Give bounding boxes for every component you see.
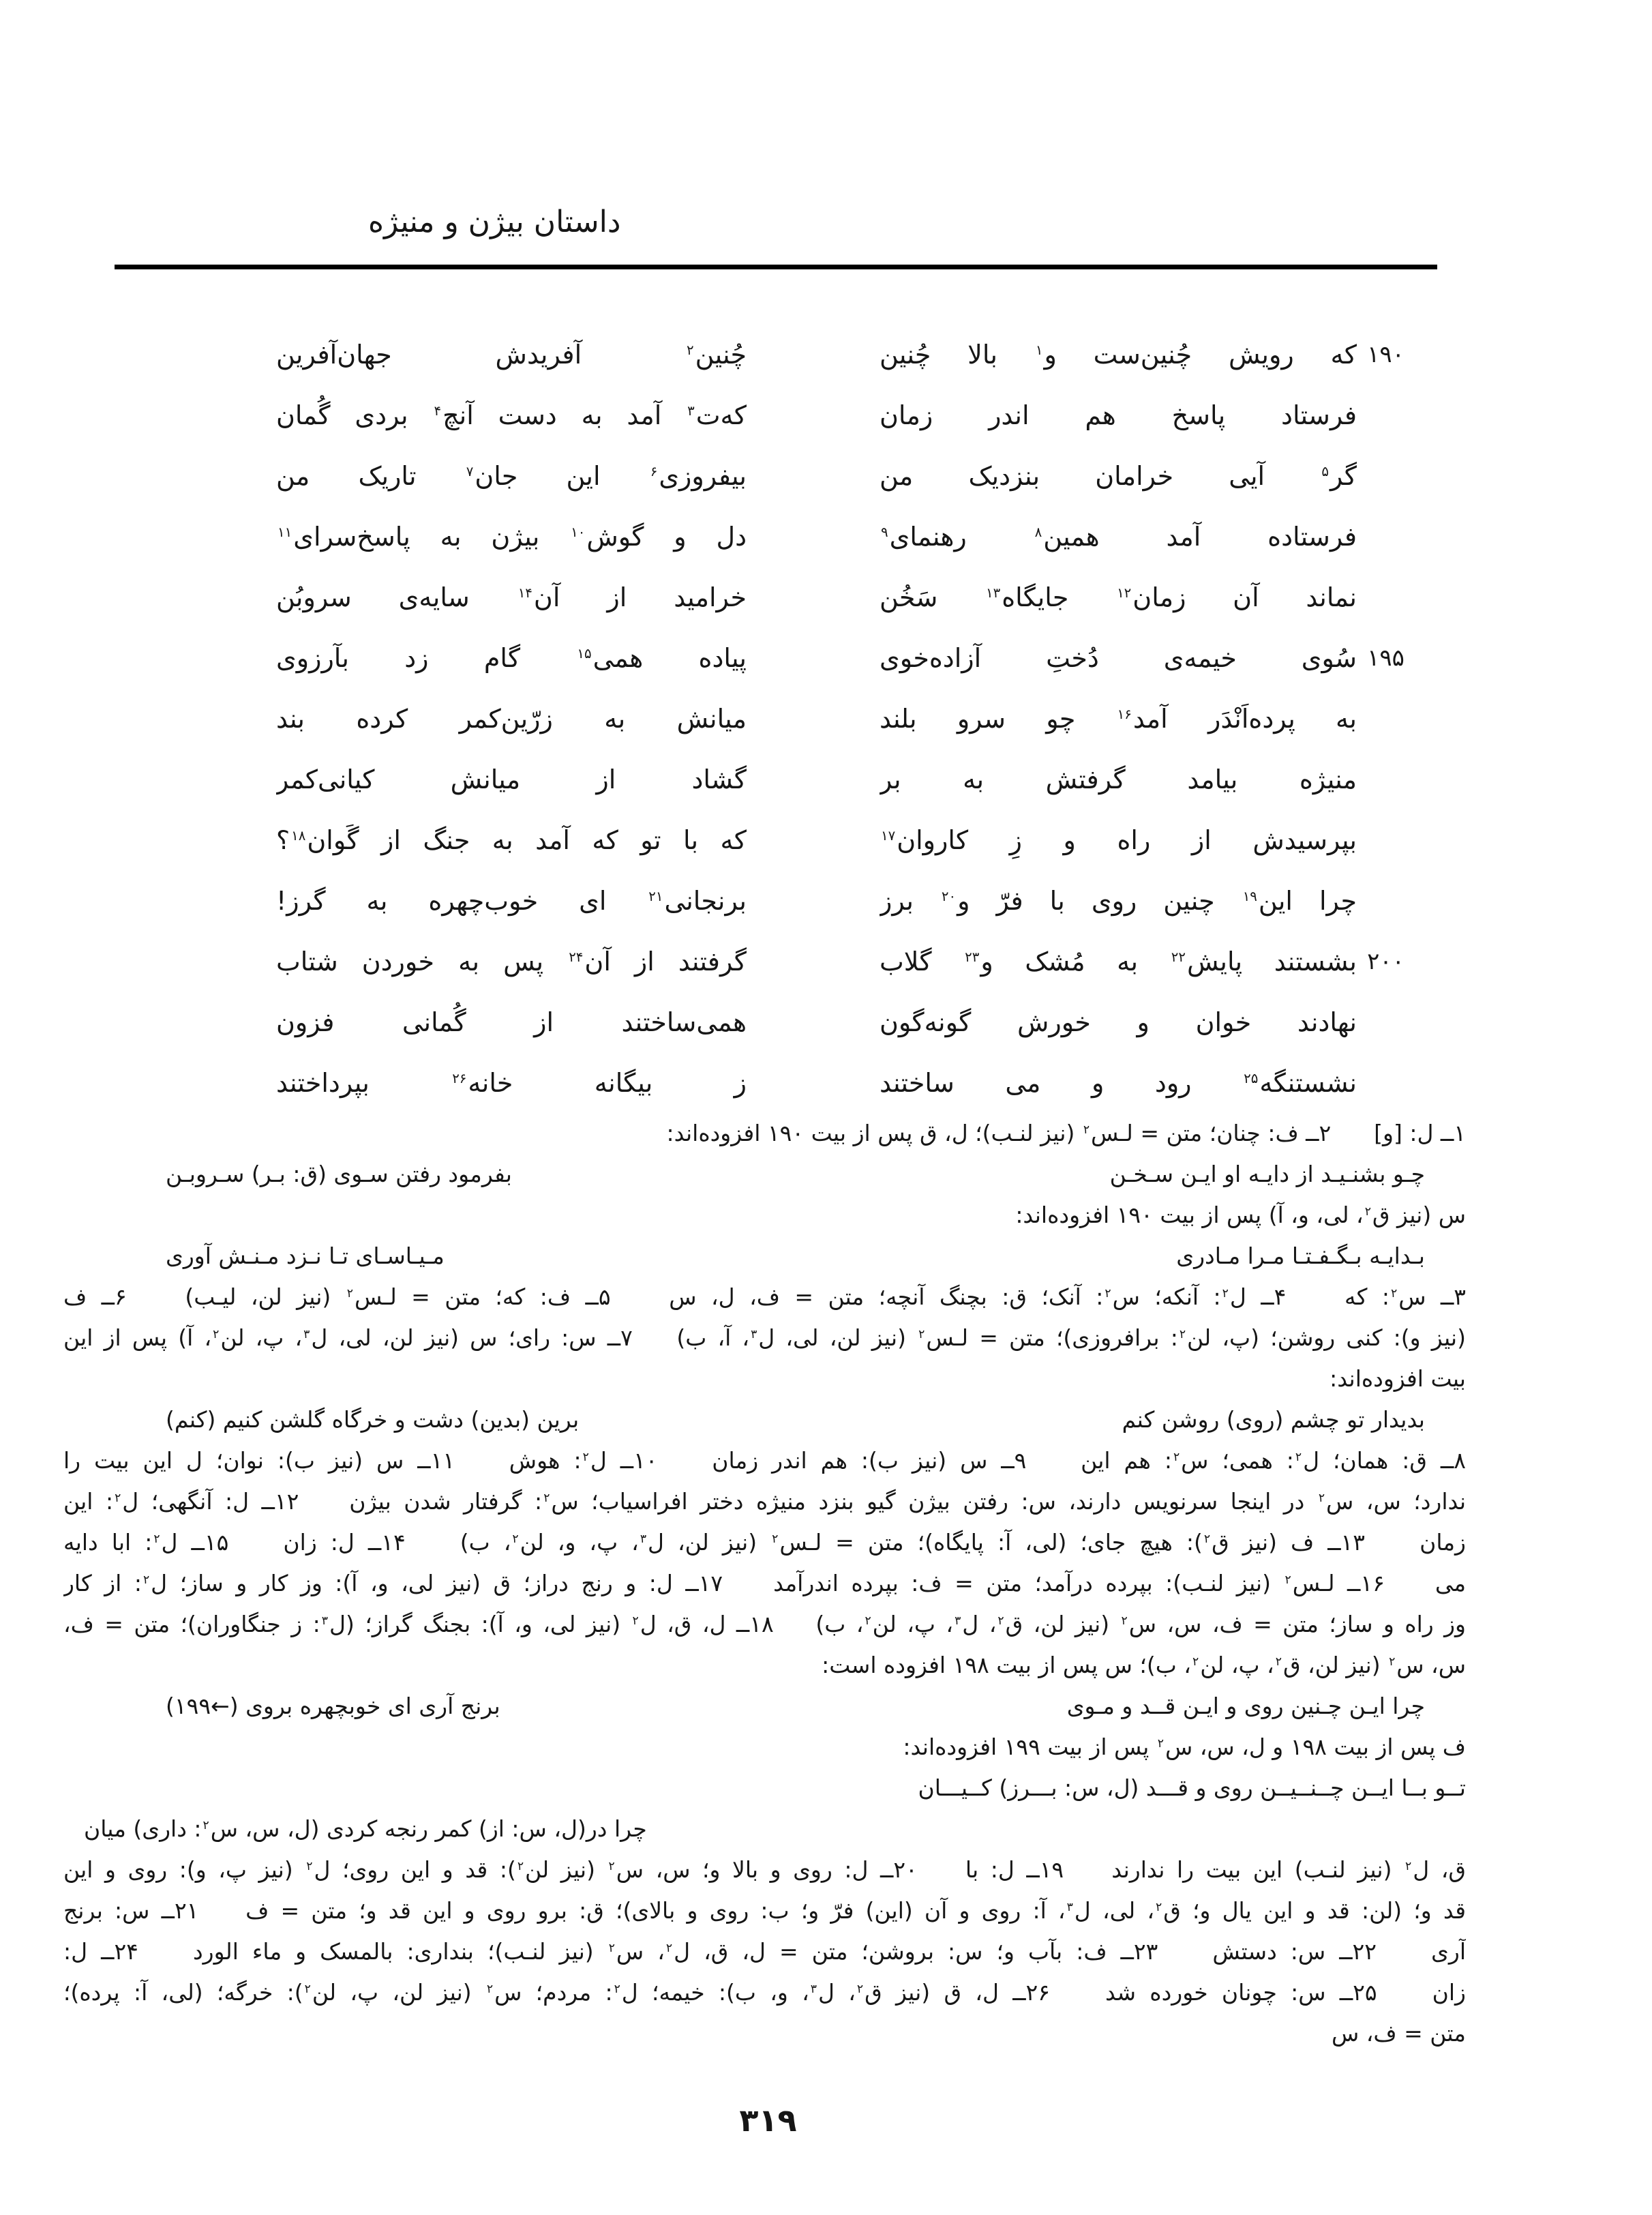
verse-row	[276, 385, 1415, 446]
verse-number	[1357, 689, 1415, 749]
apparatus-note-line: زان ۲۵ــ س: چونان خورده شد ۲۶ــ ل، ق (نیز ق$^۲$، ل$^۳$، و، ب): خیمه؛ ل$^۲$: مردم؛ س$^۲$ (نیز لن، پ، لن$^۲$): خرگه؛ (لی، آ: پرده)؛	[63, 1979, 1466, 2006]
footnote-ref: ۲	[1389, 1654, 1396, 1669]
verse-number: ۱۹۵	[1367, 644, 1405, 672]
footnote-ref: ۳	[321, 1614, 328, 1628]
footnote-ref: ۳	[687, 403, 695, 419]
hemistich-first: گر$^۵$ آیی خرامان بنزدیک من	[880, 461, 1357, 491]
verse-number	[1357, 446, 1415, 507]
hemistich-second: دل و گوش$^{۱۰}$ بیژن به پاسخ‌سرای$^{۱۱}$	[277, 522, 747, 552]
inset-hemistich-first: بـدایـه بـگـفـتـا مـرا مـادری	[1176, 1243, 1425, 1269]
footnote-ref: ۲	[865, 1614, 871, 1628]
hemistich-second: گشاد از میانش کیانی‌کمر	[276, 764, 747, 794]
footnote-ref: ۳	[810, 1982, 817, 1996]
footnote-ref: ۲	[543, 1491, 550, 1505]
footnote-ref: ۲	[687, 342, 694, 359]
verse-row	[276, 749, 1415, 810]
verse-number	[1357, 992, 1415, 1053]
apparatus-note-line: (نیز و): کنی روشن؛ (پ، لن$^۲$: برافروزی)؛ متن = لـس$^۲$ (نیز لن، لی، ل$^۳$، آ، ب) ۷ــ س: رای؛ س (نیز لن، لی، ل$^۳$، پ، لن$^۲$، آ) پس از این	[63, 1324, 1466, 1351]
footnote-ref: ۸	[1034, 524, 1042, 541]
verse-row	[276, 992, 1415, 1053]
footnote-ref: ۱۰	[571, 524, 586, 541]
apparatus-note-line: ۳ــ س$^۲$: که ۴ــ ل$^۲$: آنکه؛ س$^۲$: آنک؛ ق: بچنگ آنچه؛ متن = ف، ل، س ۵ــ ف: که؛ متن = لـس$^۲$ (نیز لن، لیـب) ۶ــ ف	[63, 1283, 1466, 1310]
verse-number	[1357, 871, 1415, 932]
apparatus-note-line: آری ۲۲ــ س: دستش ۲۳ــ ف: بآب و؛ س: بروشن؛ متن = ل، ق، ل$^۲$، س$^۲$ (نیز لنـب)؛ بنداری: بالمسک و ماء الورد ۲۴ــ ل:	[63, 1938, 1466, 1965]
verse-number: ۱۹۰	[1367, 341, 1405, 368]
apparatus-note-line: وز راه و ساز؛ متن = ف، س، س$^۲$ (نیز لن، ق$^۲$، ل$^۳$، پ، لن$^۲$، ب) ۱۸ــ ل، ق، ل$^۲$ (نیز لی، و، آ): بجنگ گراز؛ (ل$^۳$: ز جنگاوران)؛ متن = ف،	[63, 1611, 1466, 1637]
apparatus-inset-verse	[63, 1399, 1466, 1440]
apparatus-note-line: می ۱۶ــ لـس$^۲$ (نیز لنـب): بپرده درآمد؛ متن = ف: بپرده اندرآمد ۱۷ــ ل: و رنج دراز؛ ق (نیز لی، و، آ): وز کار و ساز؛ ل$^۲$: از کار	[63, 1570, 1466, 1596]
footnote-ref: ۲۴	[569, 949, 584, 966]
verse-number	[1357, 385, 1415, 446]
apparatus-note-line: ندارد؛ س، س$^۲$ در اینجا سرنویس دارند، س: رفتن بیژن گیو بنزد منیژه دختر افراسیاب؛ س$^۲$: گرفتار شدن بیژن ۱۲ــ ل: آنگهی؛ ل$^۲$: این	[63, 1488, 1466, 1515]
footnote-ref: ۱۸	[291, 828, 306, 844]
footnote-ref: ۲	[1121, 1614, 1128, 1628]
running-title: داستان بیژن و منیژه	[368, 205, 621, 239]
hemistich-second: همی‌ساختند از گُمانی فزون	[276, 1007, 747, 1037]
hemistich-first: سُوی خیمه‌ی دُختِ آزاده‌خوی	[880, 643, 1357, 673]
verse-row	[276, 689, 1415, 749]
footnote-ref: ۱۵	[577, 646, 592, 662]
apparatus-inset-verse	[63, 1154, 1466, 1195]
verse-row	[276, 446, 1415, 507]
verse-row	[276, 325, 1415, 385]
inset-hemistich-second: برین (بدین) دشت و خرگاه گلشن کنیم (کنم)	[166, 1406, 580, 1433]
inset-hemistich-first: چرا ایـن چـنین روی و ایـن قــد و مـوی	[1066, 1693, 1425, 1719]
apparatus-section	[63, 1113, 1466, 2054]
footnote-ref: ۲	[1083, 1123, 1090, 1137]
hemistich-first: منیژه بیامد گرفتش به بر	[880, 764, 1357, 794]
footnote-ref: ۲	[918, 1327, 925, 1341]
hemistich-first: نشستنگه$^{۲۵}$ رود و می ساختند	[880, 1068, 1357, 1098]
footnote-ref: ۲	[997, 1614, 1004, 1628]
hemistich-first: به پرده‌اَنْدَر آمد$^{۱۶}$ چو سرو بلند	[880, 704, 1357, 734]
footnote-ref: ۲	[1203, 1532, 1211, 1546]
footnote-ref: ۲	[1275, 1654, 1282, 1669]
apparatus-inset-verse-line: تــو بــا ایــن چــنــیــن روی و قـــد (ل، س: بـــرز) کــیـــان	[918, 1774, 1466, 1801]
hemistich-first: بشستند پایش$^{۲۲}$ به مُشک و$^{۲۳}$ گلاب	[880, 947, 1357, 977]
footnote-ref: ۲	[213, 1327, 220, 1341]
footnote-ref: ۲	[1157, 1736, 1164, 1751]
footnote-ref: ۲	[517, 1859, 524, 1873]
footnote-ref: ۹	[881, 524, 888, 541]
footnote-ref: ۲	[1179, 1327, 1186, 1341]
hemistich-second: ز بیگانه خانه$^{۲۶}$ بپرداختند	[276, 1068, 747, 1098]
footnote-ref: ۲	[772, 1532, 779, 1546]
footnote-ref: ۲	[1173, 1450, 1180, 1464]
hemistich-second: گرفتند از آن$^{۲۴}$ پس به خوردن شتاب	[276, 947, 747, 977]
verse-number	[1357, 810, 1415, 871]
apparatus-inset-verse-line: چرا در(ل، س: از) کمر رنجه کردی (ل، س، س$^۲$: داری) میان	[84, 1815, 647, 1842]
footnote-ref: ۲	[1105, 1286, 1111, 1300]
hemistich-first: فرستاده آمد همین$^۸$ رهنمای$^۹$	[881, 522, 1357, 552]
inset-hemistich-second: مـیـاسـای تـا نـزد مـنـش آوری	[166, 1243, 445, 1269]
inset-hemistich-first: بدیدار تو چشم (روی) روشن کنم	[1122, 1406, 1425, 1433]
apparatus-note-line: ف پس از بیت ۱۹۸ و ل، س، س$^۲$ پس از بیت ۱۹۹ افزوده‌اند:	[903, 1734, 1466, 1760]
footnote-ref: ۲	[1391, 1286, 1398, 1300]
footnote-ref: ۲	[582, 1450, 589, 1464]
hemistich-first: بپرسیدش از راه و زِ کاروان$^{۱۷}$	[881, 825, 1357, 855]
footnote-ref: ۱	[1035, 342, 1043, 359]
verse-row	[276, 871, 1415, 932]
apparatus-note-line: س (نیز ق$^۲$، لی، و، آ) پس از بیت ۱۹۰ افزوده‌اند:	[1015, 1202, 1466, 1228]
apparatus-note-line: ۱ــ ل: [و] ۲ــ ف: چنان؛ متن = لـس$^۲$ (نیز لنـب)؛ ل، ق پس از بیت ۱۹۰ افزوده‌اند:	[666, 1120, 1466, 1146]
footnote-ref: ۲	[632, 1614, 639, 1628]
verse-number	[1357, 1053, 1415, 1114]
footnote-ref: ۲۳	[965, 949, 980, 966]
footnote-ref: ۲	[608, 1859, 615, 1873]
footnote-ref: ۲	[856, 1982, 864, 1996]
footnote-ref: ۱۲	[1117, 585, 1132, 601]
footnote-ref: ۲	[1155, 1900, 1162, 1914]
verse-number	[1357, 749, 1415, 810]
footnote-ref: ۲	[142, 1573, 150, 1587]
hemistich-first: نهادند خوان و خورش گونه‌گون	[880, 1007, 1357, 1037]
footnote-ref: ۳	[751, 1327, 757, 1341]
footnote-ref: ۲۶	[452, 1071, 467, 1087]
verse-number	[1357, 567, 1415, 628]
footnote-ref: ۲	[512, 1532, 519, 1546]
hemistich-second: برنجانی$^{۲۱}$ ای خوب‌چهره به گرز!	[276, 886, 747, 916]
header-rule	[115, 265, 1437, 269]
footnote-ref: ۳	[955, 1614, 961, 1628]
footnote-ref: ۲	[306, 1859, 313, 1873]
footnote-ref: ۲	[346, 1286, 353, 1300]
footnote-ref: ۲	[304, 1982, 311, 1996]
apparatus-note-line: ۸ــ ق: همان؛ ل$^۲$: همی؛ س$^۲$: هم این ۹ــ س (نیز ب): هم اندر زمان ۱۰ــ ل$^۲$: هوش ۱۱ــ س (نیز ب): نوان؛ ل این بیت را	[63, 1447, 1466, 1474]
verse-number	[1357, 507, 1415, 567]
footnote-ref: ۲۰	[941, 889, 957, 905]
footnote-ref: ۳	[303, 1327, 310, 1341]
hemistich-second: پیاده همی$^{۱۵}$ گام زد بآرزوی	[276, 643, 747, 673]
inset-hemistich-second: بفرمود رفتن سـوی (ق: بـر) سـروبـن	[166, 1161, 512, 1187]
footnote-ref: ۱۹	[1242, 889, 1257, 905]
verse-row	[276, 567, 1415, 628]
footnote-ref: ۳	[1066, 1900, 1073, 1914]
apparatus-note-line: زمان ۱۳ــ ف (نیز ق$^۲$): هیچ جای؛ (لی، آ: پایگاه)؛ متن = لـس$^۲$ (نیز لن، ل$^۳$، پ، و، لن$^۲$، ب) ۱۴ــ ل: زان ۱۵ــ ل$^۲$: ابا دایه	[63, 1529, 1466, 1556]
apparatus-note-line: متن = ف، س	[1331, 2020, 1466, 2047]
footnote-ref: ۲	[1285, 1573, 1291, 1587]
footnote-ref: ۷	[466, 464, 474, 480]
hemistich-second: میانش به زرّین‌کمر کرده بند	[276, 704, 747, 734]
hemistich-second: خرامید از آن$^{۱۴}$ سایه‌ی سروبُن	[276, 582, 747, 612]
inset-hemistich-first: چـو بشنـیـد از دایـه او ایـن سـخـن	[1109, 1161, 1425, 1187]
footnote-ref: ۶	[650, 464, 658, 480]
hemistich-first: فرستاد پاسخ هم اندر زمان	[880, 400, 1357, 430]
apparatus-inset-verse	[63, 1686, 1466, 1727]
hemistich-second: که‌ت$^۳$ آمد به دست آنچ$^۴$ بردی گُمان	[276, 400, 747, 430]
footnote-ref: ۲	[153, 1532, 160, 1546]
hemistich-first: که رویش چُنین‌ست و$^۱$ بالا چُنین	[880, 340, 1357, 370]
footnote-ref: ۱۱	[277, 524, 292, 541]
apparatus-note-line: قد و؛ (لن: قد و این یال و؛ ق$^۲$، لی، ل$^۳$، آ: روی و آن (این) فرّ و؛ ب: روی و بالای)؛ ق: برو روی و این قد و؛ متن = ف ۲۱ــ س: برنج	[63, 1897, 1466, 1924]
verse-row	[276, 810, 1415, 871]
footnote-ref: ۱۴	[517, 585, 532, 601]
apparatus-note-line: س، س$^۲$ (نیز لن، ق$^۲$، پ، لن$^۲$، ب)؛ س پس از بیت ۱۹۸ افزوده است:	[822, 1652, 1466, 1678]
footnote-ref: ۲	[1364, 1204, 1371, 1219]
verse-row	[276, 932, 1415, 992]
footnote-ref: ۲	[202, 1818, 209, 1832]
footnote-ref: ۲	[1295, 1450, 1302, 1464]
footnote-ref: ۲	[1192, 1654, 1199, 1669]
poem-section	[276, 325, 1415, 1114]
apparatus-inset-verse	[63, 1236, 1466, 1277]
footnote-ref: ۲	[1405, 1859, 1412, 1873]
footnote-ref: ۴	[434, 403, 442, 419]
footnote-ref: ۲	[608, 1941, 615, 1955]
footnote-ref: ۱۳	[986, 585, 1001, 601]
footnote-ref: ۲	[614, 1982, 620, 1996]
footnote-ref: ۲	[486, 1982, 494, 1996]
footnote-ref: ۲	[115, 1491, 121, 1505]
inset-hemistich-second: برنج آری ای خوبچهره بروی (←۱۹۹)	[166, 1693, 500, 1719]
footnote-ref: ۲	[1222, 1286, 1229, 1300]
page-number: ۳۱۹	[739, 2102, 797, 2139]
apparatus-note-line: بیت افزوده‌اند:	[1330, 1365, 1466, 1392]
hemistich-second: چُنین$^۲$ آفریدش جهان‌آفرین	[276, 340, 747, 370]
hemistich-second: که با تو که آمد به جنگ از گَوان$^{۱۸}$؟	[276, 825, 747, 855]
footnote-ref: ۱۷	[881, 828, 896, 844]
hemistich-first: نماند آن زمان$^{۱۲}$ جایگاه$^{۱۳}$ سَخُن	[880, 582, 1357, 612]
hemistich-second: بیفروزی$^۶$ این جان$^۷$ تاریک من	[276, 461, 747, 491]
verse-row	[276, 1053, 1415, 1114]
verse-row	[276, 628, 1415, 689]
footnote-ref: ۵	[1321, 464, 1329, 480]
verse-number: ۲۰۰	[1367, 948, 1405, 975]
footnote-ref: ۲۲	[1171, 949, 1186, 966]
footnote-ref: ۲	[1318, 1491, 1325, 1505]
footnote-ref: ۳	[640, 1532, 647, 1546]
verse-row	[276, 507, 1415, 567]
apparatus-note-line: ق، ل$^۲$ (نیز لنـب) این بیت را ندارند ۱۹ــ ل: با ۲۰ــ ل: روی و بالا و؛ س، س$^۲$ (نیز لن$^۲$): قد و این روی؛ ل$^۲$ (نیز پ، و): روی و این	[63, 1856, 1466, 1883]
footnote-ref: ۱۶	[1117, 707, 1132, 723]
footnote-ref: ۲۵	[1244, 1071, 1259, 1087]
footnote-ref: ۲	[665, 1941, 673, 1955]
hemistich-first: چرا این$^{۱۹}$ چنین روی با فرّ و$^{۲۰}$ برز	[880, 886, 1357, 916]
footnote-ref: ۲۱	[648, 889, 663, 905]
